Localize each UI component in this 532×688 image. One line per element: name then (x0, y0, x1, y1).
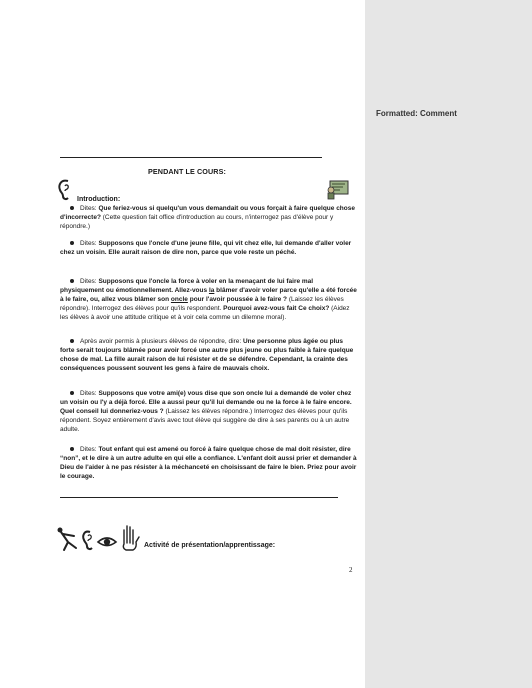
bullet-icon (70, 391, 74, 395)
teacher-note: (Laissez les élèves répondre). Interrogez des élèves pour qu'ils respondent. (60, 295, 344, 312)
bullet-icon (70, 206, 74, 210)
paragraph-1 (60, 205, 358, 232)
activity-label: Activité de présentation/apprentissage: (144, 542, 276, 549)
question-text: pour l'avoir poussée à le faire ? (189, 295, 287, 303)
say-label: Dites: (80, 205, 97, 212)
bullet-icon (70, 447, 74, 451)
statement-text: Une personne plus âgée ou plus forte serait toujours blâmée pour avoir forcé une autre plus jeune ou plus faible à faire quelque chose de mal. La fille aurait raison de lui résister et de se défendre. Cependant, la crainte des conséquences poussent souvent les gens à faire de mauvais choix. (60, 338, 354, 372)
introduction-label: Introduction: (77, 196, 121, 203)
bottom-rule (60, 497, 338, 498)
paragraph-3 (60, 278, 358, 323)
instruction-text: Après avoir permis à plusieurs élèves de répondre, dire: (80, 338, 242, 345)
paragraph-5 (60, 390, 358, 435)
hand-icon (123, 526, 139, 550)
teacher-note: (Cette question fait office d'introduction au cours, n'interrogez pas d'élève pour y répondre.) (60, 213, 334, 230)
paragraph-6 (60, 446, 358, 482)
ear-icon (56, 178, 74, 202)
page-number: 2 (349, 566, 353, 574)
say-label: Dites: (80, 390, 97, 397)
bullet-icon (70, 339, 74, 343)
top-rule (60, 157, 322, 158)
question-text: Supposons que l'oncle la force à voler en la menaçant de lui faire mal physiquement ou émotionnellement. Allez-vous (60, 278, 314, 294)
comment-label: Formatted: Comment (376, 109, 457, 118)
question-text: Supposons que l'oncle d'une jeune fille, qui vit chez elle, lui demande d'aller voler chez un voisin. Elle aurait raison de dire non, parce que vole reste un péché. (60, 240, 352, 256)
question-text: blâmer d'avoir voler parce qu'elle a été forcée à le faire, ou, allez vous blâmer son (60, 286, 357, 303)
say-label: Dites: (80, 240, 97, 247)
ear-icon (83, 532, 92, 549)
bullet-icon (70, 241, 74, 245)
bullet-icon (70, 279, 74, 283)
section-heading: PENDANT LE COURS: (148, 167, 226, 176)
eye-icon (98, 538, 116, 546)
teacher-note: (Laissez les élèves répondre.) Interrogez des élèves pour qu'ils répondent. Soyez entièrement d'avis avec tout élève qui suggère de dire à ses parents ou à un autre adulte. (60, 407, 350, 433)
statement-text: Tout enfant qui est amené ou forcé à faire quelque chose de mal doit résister, dire “non”, et le dire à un autre adulte en qui elle a confiance. L'enfant doit aussi prier et demander à Dieu de l'aider à ne pas résister à la méchanceté en choisissant de faire le bien. Priez pour avoir le courage. (60, 446, 357, 480)
underlined-word: la (208, 286, 215, 294)
paragraph-4 (60, 338, 358, 374)
activity-icons (56, 522, 142, 552)
paragraph-2 (60, 240, 358, 258)
question-text: Que feriez-vous si quelqu'un vous demandait ou vous forçait à faire quelque chose d'incorrecte? (60, 205, 355, 221)
teacher-note: (Aidez les élèves à avoir une attitude critique et à voir cela comme un dilemne moral). (60, 304, 350, 321)
teacher-icon (326, 178, 350, 200)
question-text: Supposons que votre ami(e) vous dise que son oncle lui a demandé de voler chez un voisin ou l'y a déjà forcé. Elle a aussi peur qu'il lui demande ou ne la force à le faire encore. Quel conseil lui donneriez-vous ? (60, 390, 352, 415)
comments-pane (365, 0, 532, 688)
say-label: Dites: (80, 446, 97, 453)
question-text: Pourquoi avez-vous fait Ce choix? (223, 304, 330, 312)
say-label: Dites: (80, 278, 97, 285)
stretching-figure-icon (58, 528, 77, 551)
underlined-word: oncle (170, 295, 188, 303)
